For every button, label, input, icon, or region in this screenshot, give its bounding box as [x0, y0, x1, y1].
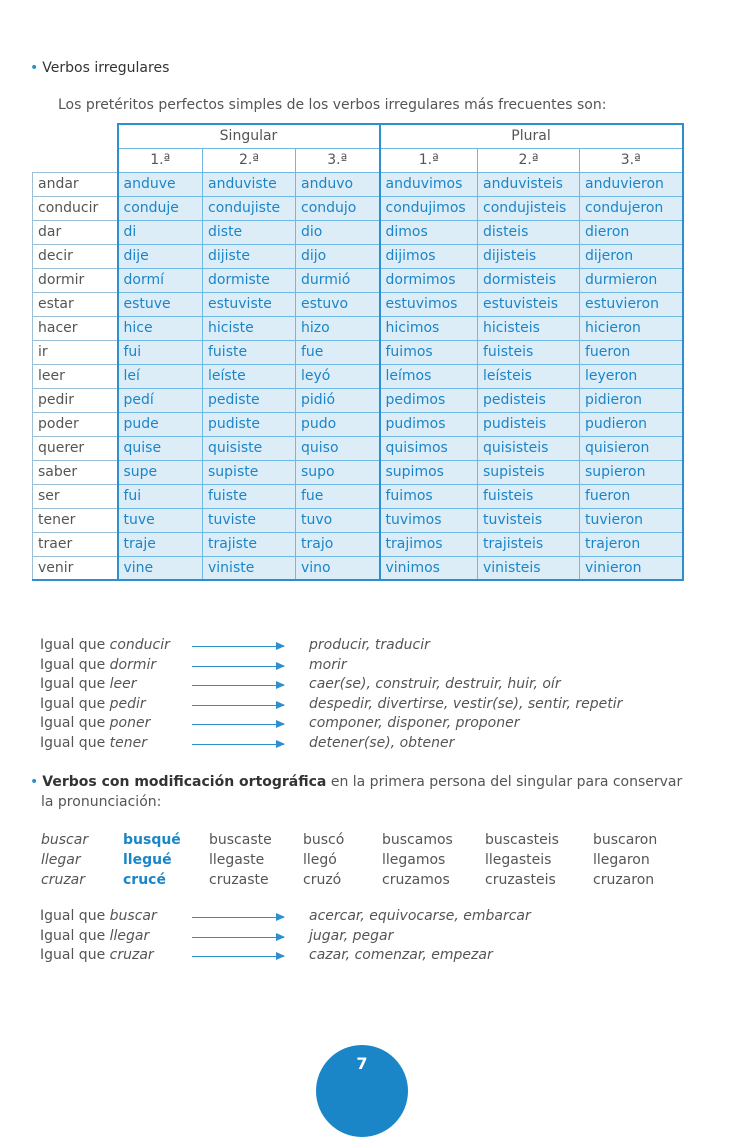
infinitive-cell: poder	[33, 412, 118, 436]
arrow-right-icon	[192, 666, 284, 667]
conjugation-row	[0, 870, 730, 890]
conjugated-form-cell: hiciste	[203, 316, 296, 340]
page-number: 7	[356, 1054, 368, 1073]
conjugated-form-cell: quise	[118, 436, 203, 460]
table-row	[33, 316, 683, 340]
infinitive-cell: ir	[33, 340, 118, 364]
bullet-icon: •	[30, 60, 39, 76]
conjugated-form-cell: supiste	[203, 460, 296, 484]
conjugated-form-cell: hicisteis	[478, 316, 580, 340]
conjugated-form-cell: vinimos	[380, 556, 478, 580]
conjugated-form-cell: dije	[118, 244, 203, 268]
person-header: 1.ª	[118, 148, 203, 172]
section-spelling-change	[30, 772, 690, 812]
conjugated-form-cell: dijiste	[203, 244, 296, 268]
table-row	[33, 412, 683, 436]
conjugated-form-cell: durmieron	[580, 268, 683, 292]
conjugated-form-cell: fuiste	[203, 340, 296, 364]
infinitive-cell: tener	[33, 508, 118, 532]
conjugated-form-cell: disteis	[478, 220, 580, 244]
conjugated-form-cell: leí	[118, 364, 203, 388]
table-row	[33, 484, 683, 508]
arrow-right-icon	[192, 937, 284, 938]
infinitive-cell: leer	[33, 364, 118, 388]
conjugated-form-cell: anduvieron	[580, 172, 683, 196]
conjugated-form-cell: durmió	[296, 268, 380, 292]
conjugated-form: buscasteis	[485, 832, 559, 848]
model-prefix: Igual que	[40, 715, 110, 731]
conjugated-form-cell: pediste	[203, 388, 296, 412]
conjugated-form-cell: dijeron	[580, 244, 683, 268]
conjugated-form-cell: tuviste	[203, 508, 296, 532]
table-row	[33, 436, 683, 460]
model-verb-label	[40, 927, 149, 947]
conjugated-form-cell: trajiste	[203, 532, 296, 556]
infinitive-cell: decir	[33, 244, 118, 268]
conjugated-form-cell: hizo	[296, 316, 380, 340]
corner-cell	[33, 124, 118, 148]
conjugated-form: buscó	[303, 832, 345, 848]
table-row	[33, 508, 683, 532]
arrow-right-icon	[192, 705, 284, 706]
conjugated-form-cell: anduvisteis	[478, 172, 580, 196]
arrow-right-icon	[192, 917, 284, 918]
conjugated-form: cruzamos	[382, 872, 450, 888]
person-header: 2.ª	[203, 148, 296, 172]
spelling-conjugation-list	[0, 830, 730, 890]
conjugated-form-cell: pidió	[296, 388, 380, 412]
table-row	[33, 340, 683, 364]
conjugated-form-cell: hicimos	[380, 316, 478, 340]
conjugated-form-cell: quisiste	[203, 436, 296, 460]
conjugated-form-cell: pudo	[296, 412, 380, 436]
table-row	[33, 292, 683, 316]
model-verb: conducir	[109, 637, 170, 653]
model-prefix: Igual que	[40, 947, 110, 963]
person-header-row	[33, 148, 683, 172]
conjugated-form-cell: quiso	[296, 436, 380, 460]
conjugated-form-cell: quisimos	[380, 436, 478, 460]
table-row	[33, 268, 683, 292]
conjugated-form: cruzó	[303, 872, 342, 888]
conjugated-form-cell: vino	[296, 556, 380, 580]
conjugated-form-cell: tuve	[118, 508, 203, 532]
conjugated-form-cell: estuvimos	[380, 292, 478, 316]
model-prefix: Igual que	[40, 695, 110, 712]
model-verb: buscar	[109, 908, 157, 924]
conjugated-form-cell: supe	[118, 460, 203, 484]
model-verb-label	[40, 734, 147, 754]
conjugated-form-cell: quisisteis	[478, 436, 580, 460]
model-verb-label	[40, 907, 157, 927]
conjugated-form-cell: dimos	[380, 220, 478, 244]
similar-verbs: acercar, equivocarse, embarcar	[309, 908, 531, 924]
model-verb: llegar	[109, 927, 150, 944]
conjugated-form-cell: estuvieron	[580, 292, 683, 316]
conjugated-form-cell: supo	[296, 460, 380, 484]
similar-verbs: detener(se), obtener	[309, 734, 455, 751]
group-header-plural: Plural	[380, 124, 683, 148]
conjugated-form-cell: fuisteis	[478, 484, 580, 508]
conjugated-form-cell: leímos	[380, 364, 478, 388]
model-verb: leer	[109, 676, 137, 692]
model-verb-label	[40, 675, 137, 695]
conjugated-form-cell: condujeron	[580, 196, 683, 220]
conjugated-form-cell: vinieron	[580, 556, 683, 580]
conjugated-form-cell: pidieron	[580, 388, 683, 412]
arrow-right-icon	[192, 724, 284, 725]
conjugated-form: llegaste	[209, 852, 265, 868]
conjugated-form-cell: pedisteis	[478, 388, 580, 412]
similar-verbs: despedir, divertirse, vestir(se), sentir, repetir	[309, 695, 623, 712]
conjugated-form-cell: pedimos	[380, 388, 478, 412]
person-header: 1.ª	[380, 148, 478, 172]
conjugated-form-cell: condujiste	[203, 196, 296, 220]
infinitive-cell: conducir	[33, 196, 118, 220]
similar-verbs: cazar, comenzar, empezar	[309, 947, 493, 963]
conjugated-form-cell: supieron	[580, 460, 683, 484]
conjugated-form-cell: fue	[296, 484, 380, 508]
conjugated-form-cell: fui	[118, 340, 203, 364]
table-row	[33, 220, 683, 244]
person-header: 3.ª	[580, 148, 683, 172]
conjugated-form: cruzaron	[593, 872, 655, 888]
model-verb: dormir	[109, 656, 157, 673]
conjugated-form-cell: quisieron	[580, 436, 683, 460]
arrow-right-icon	[192, 956, 284, 957]
conjugated-form-cell: estuviste	[203, 292, 296, 316]
conjugated-form-cell: fue	[296, 340, 380, 364]
similar-verbs: morir	[309, 656, 347, 673]
bullet-icon: •	[30, 774, 39, 790]
conjugated-form: buscamos	[382, 832, 453, 848]
infinitive-cell: venir	[33, 556, 118, 580]
conjugated-form: llegamos	[382, 852, 446, 868]
conjugated-form-cell: condujo	[296, 196, 380, 220]
conjugated-form-cell: dijisteis	[478, 244, 580, 268]
similar-verbs: jugar, pegar	[309, 927, 394, 944]
infinitive-cell: estar	[33, 292, 118, 316]
similar-verbs: componer, disponer, proponer	[309, 715, 520, 731]
infinitive: buscar	[41, 832, 89, 848]
conjugated-form-cell: trajisteis	[478, 532, 580, 556]
conjugated-form-cell: fuisteis	[478, 340, 580, 364]
model-prefix: Igual que	[40, 908, 110, 924]
table-row	[33, 556, 683, 580]
conjugated-form-cell: fueron	[580, 484, 683, 508]
arrow-right-icon	[192, 646, 284, 647]
person-header: 2.ª	[478, 148, 580, 172]
section-title-rest: en la primera persona del singular para conservar	[326, 774, 683, 790]
conjugated-form-cell: hice	[118, 316, 203, 340]
conjugated-form-cell: pudiste	[203, 412, 296, 436]
table-row	[33, 460, 683, 484]
model-verb: cruzar	[109, 947, 154, 963]
model-verb: tener	[109, 734, 147, 751]
infinitive-cell: ser	[33, 484, 118, 508]
table-row	[33, 244, 683, 268]
infinitive: cruzar	[41, 872, 86, 888]
infinitive-cell: dar	[33, 220, 118, 244]
conjugated-form-cell: pude	[118, 412, 203, 436]
table-row	[33, 172, 683, 196]
conjugated-form: cruzaste	[209, 872, 269, 888]
section-title-line	[30, 772, 690, 792]
model-verb: poner	[109, 715, 151, 731]
conjugated-form-cell: dormimos	[380, 268, 478, 292]
conjugated-form-cell: anduve	[118, 172, 203, 196]
infinitive-cell: saber	[33, 460, 118, 484]
conjugated-form-cell: supisteis	[478, 460, 580, 484]
conjugated-form-cell: pudieron	[580, 412, 683, 436]
conjugated-form-cell: vine	[118, 556, 203, 580]
conjugated-form-cell: fueron	[580, 340, 683, 364]
conjugated-form-cell: fuiste	[203, 484, 296, 508]
conjugated-form: cruzasteis	[485, 872, 556, 888]
conjugated-form-cell: conduje	[118, 196, 203, 220]
conjugated-form: buscaste	[209, 832, 272, 848]
conjugated-form-cell: estuvisteis	[478, 292, 580, 316]
section-title-text: Verbos irregulares	[42, 60, 170, 76]
conjugated-form-cell: dio	[296, 220, 380, 244]
conjugated-form-cell: trajo	[296, 532, 380, 556]
conjugated-form-cell: estuvo	[296, 292, 380, 316]
table-row	[33, 532, 683, 556]
conjugated-form-cell: condujimos	[380, 196, 478, 220]
model-prefix: Igual que	[40, 927, 110, 944]
conjugated-form-cell: dormisteis	[478, 268, 580, 292]
conjugated-form-cell: leyó	[296, 364, 380, 388]
corner-cell	[33, 148, 118, 172]
similar-verbs: producir, traducir	[309, 637, 430, 653]
conjugation-row	[0, 830, 730, 850]
conjugated-form: llegasteis	[485, 852, 552, 868]
section-title-line2: la pronunciación:	[41, 794, 162, 810]
conjugated-form-cell: tuvieron	[580, 508, 683, 532]
section-title-bold: Verbos con modificación ortográfica	[42, 774, 327, 790]
conjugated-form: llegó	[303, 852, 337, 868]
group-header-row	[33, 124, 683, 148]
conjugated-form-cell: condujisteis	[478, 196, 580, 220]
conjugated-form-cell: traje	[118, 532, 203, 556]
arrow-right-icon	[192, 685, 284, 686]
model-verb-label	[40, 656, 156, 676]
conjugated-form-cell: dieron	[580, 220, 683, 244]
conjugated-form: crucé	[123, 872, 166, 888]
conjugated-form-cell: diste	[203, 220, 296, 244]
arrow-right-icon	[192, 744, 284, 745]
model-prefix: Igual que	[40, 676, 110, 692]
person-header: 3.ª	[296, 148, 380, 172]
conjugated-form-cell: leísteis	[478, 364, 580, 388]
conjugated-form-cell: tuvisteis	[478, 508, 580, 532]
table-row	[33, 388, 683, 412]
conjugated-form-cell: pudisteis	[478, 412, 580, 436]
intro-text: Los pretéritos perfectos simples de los verbos irregulares más frecuentes son:	[58, 97, 607, 113]
conjugated-form-cell: leíste	[203, 364, 296, 388]
conjugated-form-cell: anduviste	[203, 172, 296, 196]
model-verb-label	[40, 714, 150, 734]
conjugated-form: llegué	[123, 852, 172, 868]
model-prefix: Igual que	[40, 656, 110, 673]
conjugated-form-cell: leyeron	[580, 364, 683, 388]
section-title-irregular-verbs	[30, 60, 169, 76]
conjugated-form-cell: trajeron	[580, 532, 683, 556]
conjugated-form-cell: viniste	[203, 556, 296, 580]
model-verb-label	[40, 946, 154, 966]
conjugated-form-cell: dormí	[118, 268, 203, 292]
table-row	[33, 364, 683, 388]
conjugated-form: llegaron	[593, 852, 650, 868]
model-prefix: Igual que	[40, 637, 110, 653]
conjugated-form-cell: supimos	[380, 460, 478, 484]
infinitive: llegar	[41, 852, 81, 868]
conjugated-form: busqué	[123, 832, 181, 848]
conjugated-form-cell: di	[118, 220, 203, 244]
conjugated-form-cell: anduvimos	[380, 172, 478, 196]
conjugated-form-cell: hicieron	[580, 316, 683, 340]
conjugation-row	[0, 850, 730, 870]
conjugated-form-cell: anduvo	[296, 172, 380, 196]
infinitive-cell: hacer	[33, 316, 118, 340]
model-prefix: Igual que	[40, 734, 110, 751]
conjugated-form-cell: vinisteis	[478, 556, 580, 580]
group-header-singular: Singular	[118, 124, 380, 148]
conjugated-form-cell: fuimos	[380, 340, 478, 364]
conjugated-form-cell: estuve	[118, 292, 203, 316]
conjugated-form-cell: dijimos	[380, 244, 478, 268]
conjugated-form-cell: fuimos	[380, 484, 478, 508]
conjugated-form-cell: fui	[118, 484, 203, 508]
table-row	[33, 196, 683, 220]
model-verb-label	[40, 695, 146, 715]
conjugated-form-cell: pedí	[118, 388, 203, 412]
infinitive-cell: andar	[33, 172, 118, 196]
model-verb-label	[40, 636, 170, 656]
model-verb: pedir	[109, 695, 146, 712]
conjugated-form-cell: pudimos	[380, 412, 478, 436]
conjugated-form: buscaron	[593, 832, 658, 848]
irregular-verbs-table	[32, 123, 684, 581]
conjugated-form-cell: tuvimos	[380, 508, 478, 532]
similar-verbs: caer(se), construir, destruir, huir, oír	[309, 676, 561, 692]
infinitive-cell: pedir	[33, 388, 118, 412]
conjugated-form-cell: tuvo	[296, 508, 380, 532]
conjugated-form-cell: dijo	[296, 244, 380, 268]
infinitive-cell: traer	[33, 532, 118, 556]
conjugated-form-cell: trajimos	[380, 532, 478, 556]
infinitive-cell: querer	[33, 436, 118, 460]
infinitive-cell: dormir	[33, 268, 118, 292]
conjugated-form-cell: dormiste	[203, 268, 296, 292]
